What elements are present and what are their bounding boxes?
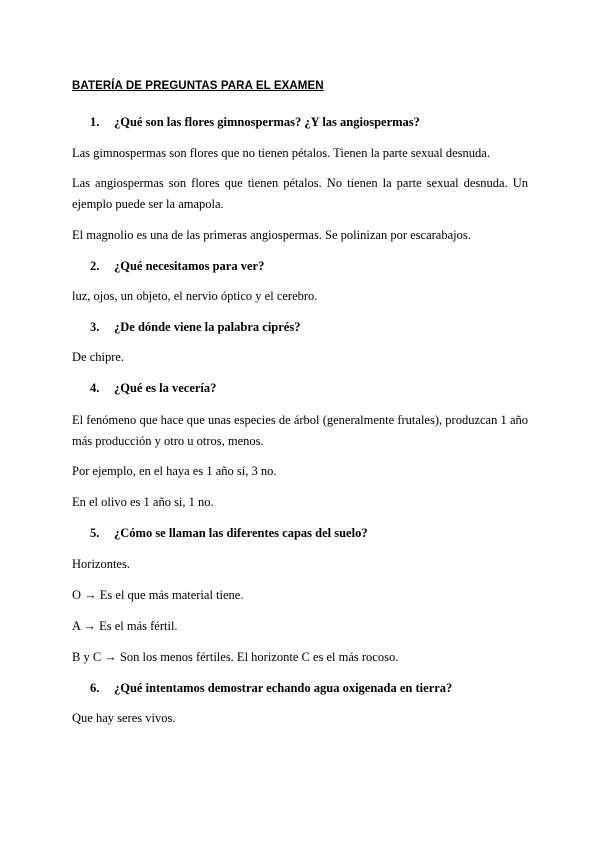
- answer-paragraph: Por ejemplo, en el haya es 1 año sí, 3 no.: [72, 464, 277, 478]
- question-text: ¿Qué intentamos demostrar echando agua oxigenada en tierra?: [114, 681, 453, 695]
- question-text: ¿Qué necesitamos para ver?: [114, 259, 265, 273]
- answer-paragraph: El magnolio es una de las primeras angiospermas. Se polinizan por escarabajos.: [72, 228, 471, 242]
- question-number: 5.: [90, 526, 100, 540]
- question-5: [90, 525, 530, 541]
- question-number: 1.: [90, 115, 100, 129]
- question-6: [90, 680, 530, 696]
- question-3: [90, 319, 530, 335]
- answer-paragraph: luz, ojos, un objeto, el nervio óptico y el cerebro.: [72, 289, 318, 303]
- question-number: 2.: [90, 259, 100, 273]
- question-4: [90, 380, 530, 396]
- question-text: ¿De dónde viene la palabra ciprés?: [114, 320, 301, 334]
- answer-paragraph: Que hay seres vivos.: [72, 711, 176, 725]
- question-2: [90, 258, 530, 274]
- answer-paragraph: O → Es el que más material tiene.: [72, 588, 244, 602]
- question-number: 3.: [90, 320, 100, 334]
- question-text: ¿Cómo se llaman las diferentes capas del suelo?: [114, 526, 368, 540]
- answer-paragraph: El fenómeno que hace que unas especies de árbol (generalmente frutales), produzcan 1 año más producción y otro u otros, menos.: [72, 413, 528, 448]
- question-number: 4.: [90, 381, 100, 395]
- answer-paragraph: Las gimnospermas son flores que no tienen pétalos. Tienen la parte sexual desnuda.: [72, 146, 490, 160]
- question-1: [90, 114, 530, 130]
- question-text: ¿Qué son las flores gimnospermas? ¿Y las angiospermas?: [114, 115, 420, 129]
- answer-paragraph: Horizontes.: [72, 557, 130, 571]
- answer-paragraph: Las angiospermas son flores que tienen pétalos. No tienen la parte sexual desnuda. Un ejemplo puede ser la amapola.: [72, 176, 528, 211]
- question-number: 6.: [90, 681, 100, 695]
- page-title: BATERÍA DE PREGUNTAS PARA EL EXAMEN: [72, 80, 324, 92]
- answer-paragraph: De chipre.: [72, 350, 125, 364]
- question-text: ¿Qué es la vecería?: [114, 381, 217, 395]
- answer-paragraph: B y C → Son los menos fértiles. El horizonte C es el más rocoso.: [72, 650, 399, 664]
- answer-paragraph: En el olivo es 1 año si, 1 no.: [72, 495, 214, 509]
- answer-paragraph: A → Es el más fértil.: [72, 619, 178, 633]
